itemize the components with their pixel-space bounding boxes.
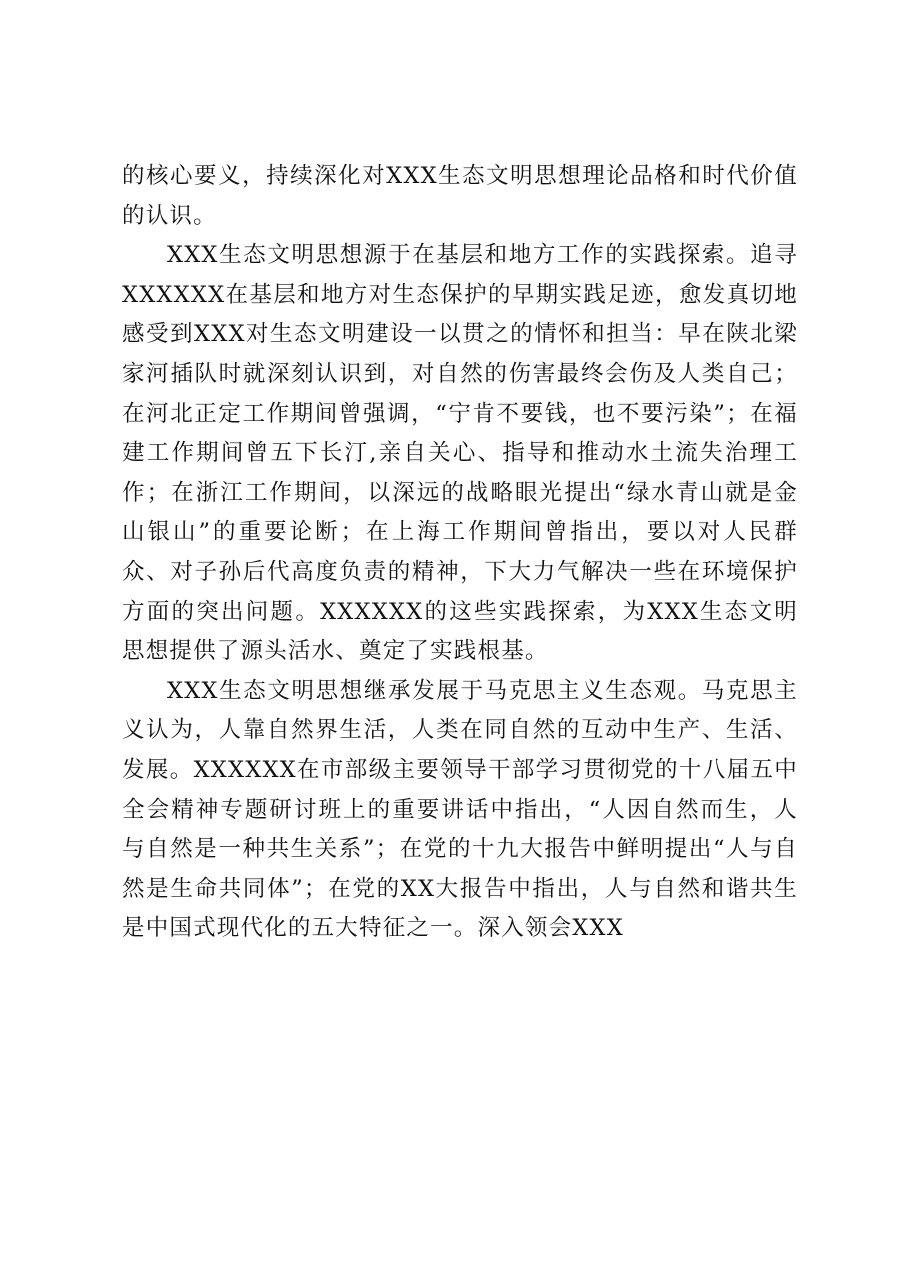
- paragraph-3: XXX生态文明思想继承发展于马克思主义生态观。马克思主义认为，人靠自然界生活，人类在同自然的互动中生产、生活、发展。XXXXXX在市部级主要领导干部学习贯彻党的十八届五中全会精神专题研讨班上的重要讲话中指出，“人因自然而生，人与自然是一种共生关系”；在党的十九大报告中鲜明提出“人与自然是生命共同体”；在党的XX大报告中指出，人与自然和谐共生是中国式现代化的五大特征之一。深入领会XXX: [122, 677, 798, 942]
- paragraph-2: XXX生态文明思想源于在基层和地方工作的实践探索。追寻XXXXXX在基层和地方对生态保护的早期实践足迹，愈发真切地感受到XXX对生态文明建设一以贯之的情怀和担当：早在陕北梁家河插队时就深刻认识到，对自然的伤害最终会伤及人类自己；在河北正定工作期间曾强调，“宁肯不要钱，也不要污染”；在福建工作期间曾五下长汀,亲自关心、指导和推动水土流失治理工作；在浙江工作期间，以深远的战略眼光提出“绿水青山就是金山银山”的重要论断；在上海工作期间曾指出，要以对人民群众、对子孙后代高度负责的精神，下大力气解决一些在环境保护方面的突出问题。XXXXXX的这些实践探索，为XXX生态文明思想提供了源头活水、奠定了实践根基。: [122, 242, 798, 665]
- document-body: [122, 157, 798, 949]
- paragraph-1: 的核心要义，持续深化对XXX生态文明思想理论品格和时代价值的认识。: [122, 163, 798, 229]
